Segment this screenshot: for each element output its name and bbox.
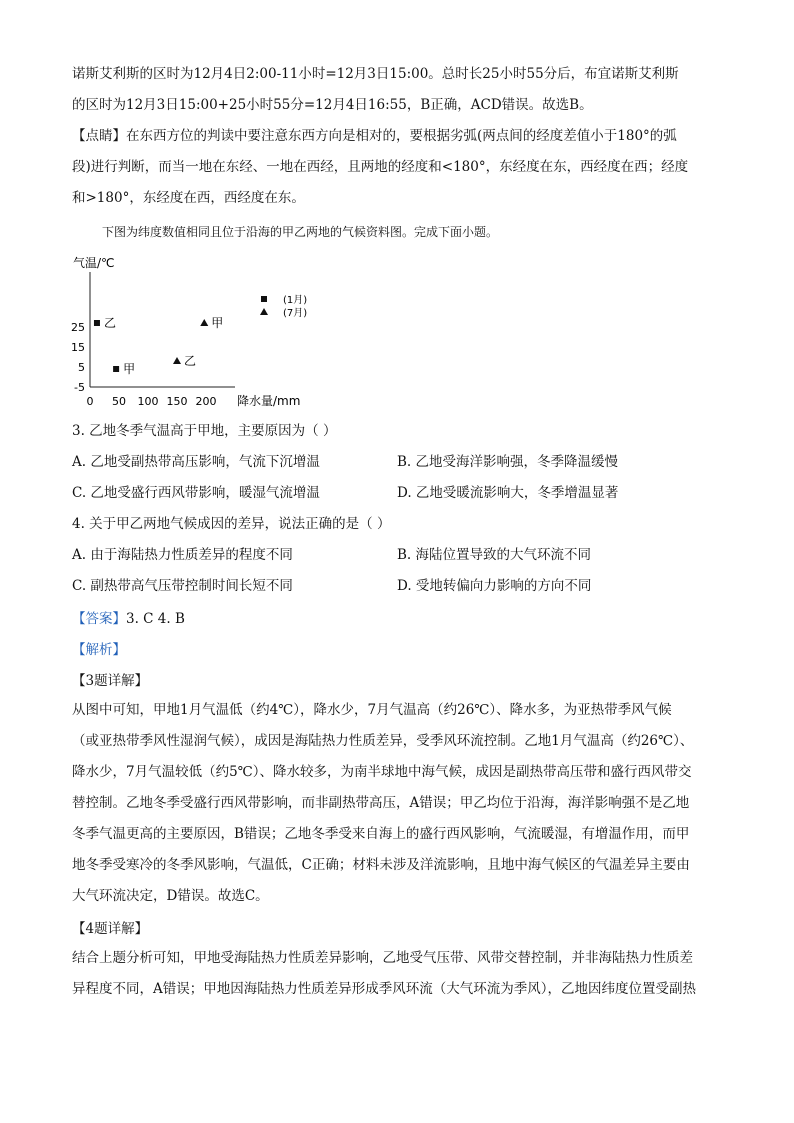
legend-label: (7月) [283,308,308,319]
jan-point-marker [94,320,100,326]
q4-stem: 4. 关于甲乙两地气候成因的差异，说法正确的是（ ） [72,516,391,532]
text-line: 结合上题分析可知，甲地受海陆热力性质差异影响，乙地受气压带、风带交替控制，并非海陆热力性质差 [72,950,693,966]
text-line: 【点睛】在东西方位的判读中要注意东西方向是相对的，要根据劣弧(两点间的经度差值小于180°的弧 [72,128,677,144]
text-line: 降水少，7月气温较低（约5℃）、降水较多，为南半球地中海气候，成因是副热带高压带和盛行西风带交 [72,764,692,780]
x-tick-label: 50 [112,395,126,408]
q4-option-b: B. 海陆位置导致的大气环流不同 [397,547,592,563]
climate-chart [70,250,330,410]
text-line: 替控制。乙地冬季受盛行西风带影响，而非副热带高压，A错误；甲乙均位于沿海，海洋影响强不是乙地 [72,795,690,811]
text-line: 冬季气温更高的主要原因，B错误；乙地冬季受来自海上的盛行西风影响，气流暖湿，有增温作用，而甲 [72,826,690,842]
x-tick-label: 150 [166,395,188,408]
analysis-tag: 【解析】 [72,642,126,658]
text-line: 的区时为12月3日15:00+25小时55分=12月4日16:55，B正确，ACD错误。故选B。 [72,97,593,113]
y-tick-label: 5 [78,361,85,374]
x-tick-label: 100 [137,395,159,408]
q4-option-a: A. 由于海陆热力性质差异的程度不同 [72,547,293,563]
jul-point-marker [173,357,181,364]
point-label: 乙 [103,316,116,330]
y-axis-label: 气温/℃ [73,256,115,270]
detail4-tag: 【4题详解】 [72,921,149,937]
jul-point-marker [200,319,208,326]
detail3-tag: 【3题详解】 [72,673,149,689]
answer-line [72,607,185,627]
jan-point-marker [113,366,119,372]
q3-option-d: D. 乙地受暖流影响大，冬季增温显著 [397,485,619,501]
text-line: （或亚热带季风性湿润气候），成因是海陆热力性质差异，受季风环流控制。乙地1月气温高（约26℃）、 [72,733,694,749]
text-line: 大气环流决定，D错误。故选C。 [72,888,269,904]
point-label: 乙 [184,354,197,368]
intro-text: 下图为纬度数值相同且位于沿海的甲乙两地的气候资料图。完成下面小题。 [102,225,499,239]
q3-option-b: B. 乙地受海洋影响强，冬季降温缓慢 [397,454,619,470]
text-line: 从图中可知，甲地1月气温低（约4℃），降水少，7月气温高（约26℃）、降水多，为亚热带季风气候 [72,702,672,718]
legend-marker-jul [260,308,268,315]
point-label: 甲 [123,362,136,376]
q3-option-a: A. 乙地受副热带高压影响，气流下沉增温 [72,454,320,470]
text-line: 异程度不同，A错误；甲地因海陆热力性质差异形成季风环流（大气环流为季风），乙地因纬度位置受副热 [72,981,696,997]
y-tick-label: 15 [71,341,85,354]
y-tick-label: 25 [71,321,85,334]
x-axis-label: 降水量/mm [237,394,301,408]
q3-stem: 3. 乙地冬季气温高于甲地，主要原因为（ ） [72,423,337,439]
q4-option-d: D. 受地转偏向力影响的方向不同 [397,578,592,594]
text-line: 和>180°，东经度在西，西经度在东。 [72,190,305,206]
answer-tag: 【答案】 [72,611,126,627]
point-label: 甲 [211,316,224,330]
x-tick-label: 200 [195,395,217,408]
text-line: 地冬季受寒冷的冬季风影响，气温低，C正确；材料未涉及洋流影响，且地中海气候区的气温差异主要由 [72,857,690,873]
answer-text: 3. C 4. B [126,611,185,627]
x-tick-label: 0 [86,395,94,408]
y-tick-label: -5 [74,381,85,394]
text-line: 段)进行判断，而当一地在东经、一地在西经，且两地的经度和<180°，东经度在东，西经度在西；经度 [72,159,689,175]
q4-option-c: C. 副热带高气压带控制时间长短不同 [72,578,293,594]
q3-option-c: C. 乙地受盛行西风带影响，暖湿气流增温 [72,485,320,501]
legend-label: (1月) [283,295,308,306]
legend-marker-jan [261,296,267,302]
text-line: 诺斯艾利斯的区时为12月4日2:00-11小时=12月3日15:00。总时长25小时55分后，布宜诺斯艾利斯 [72,66,679,82]
